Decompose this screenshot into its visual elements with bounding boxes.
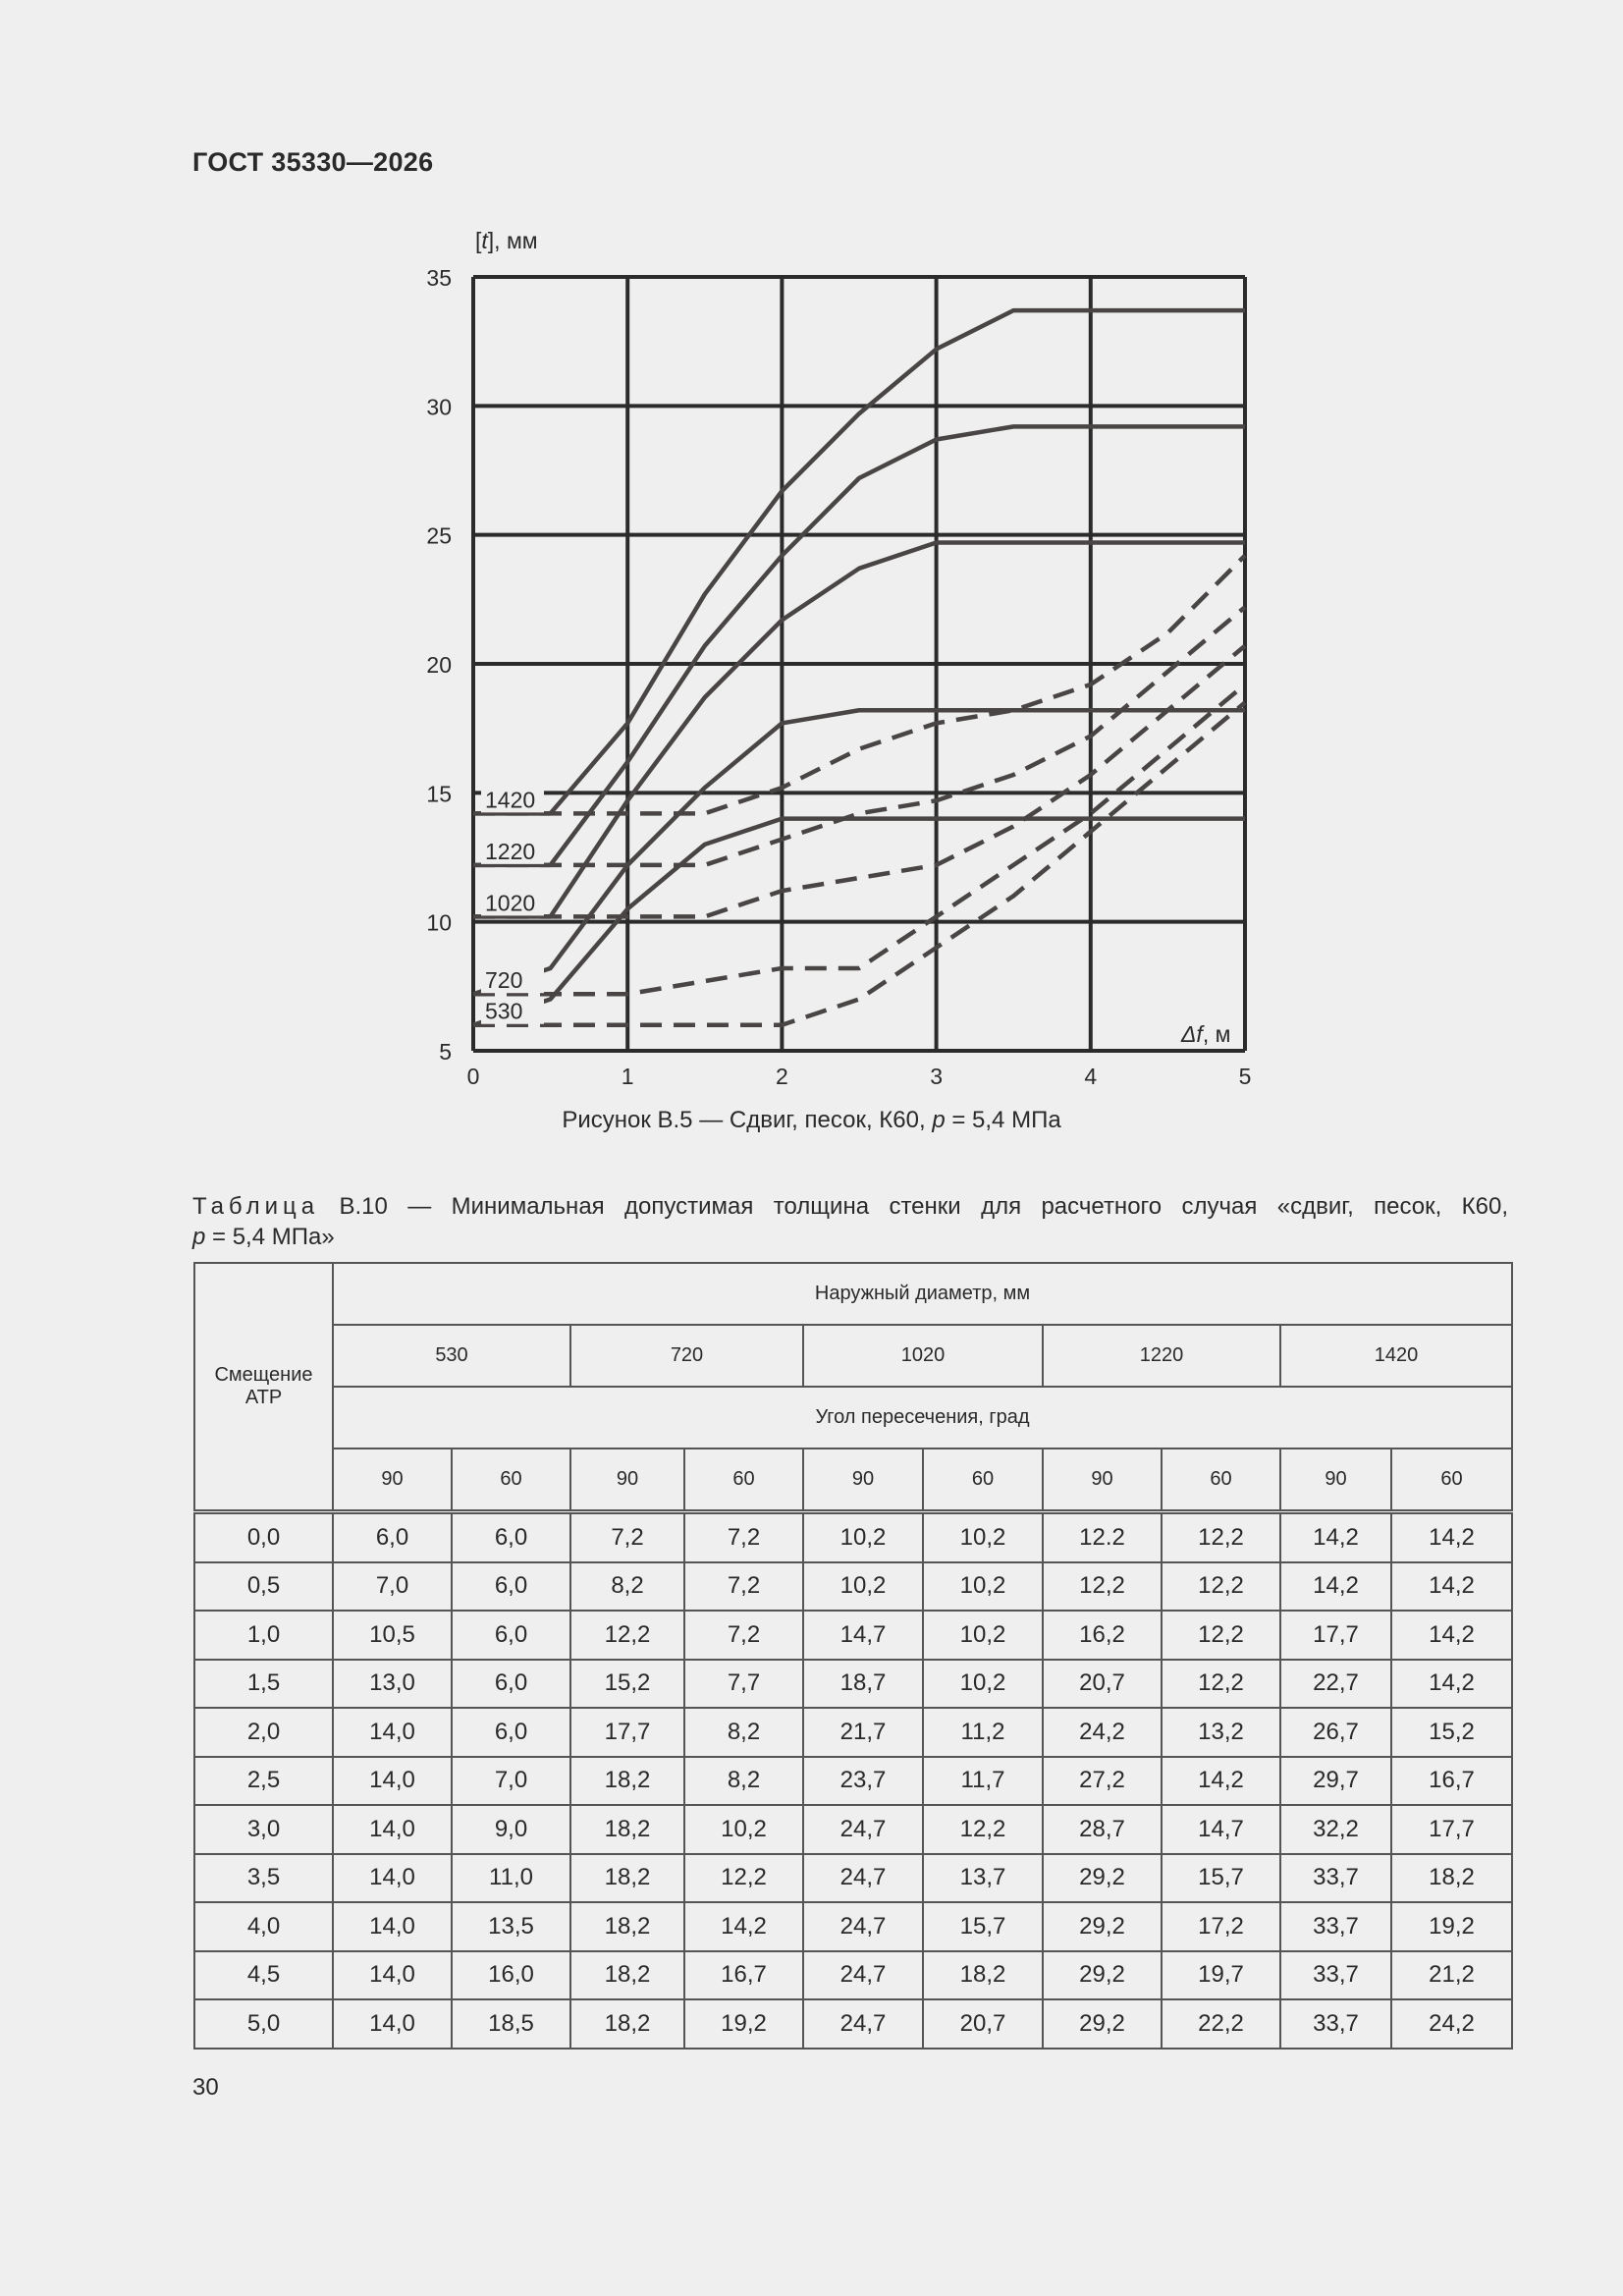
thickness-cell: 29,2 bbox=[1043, 1999, 1162, 2049]
thickness-cell: 11,7 bbox=[923, 1757, 1043, 1806]
thickness-cell: 16,2 bbox=[1043, 1611, 1162, 1660]
thickness-cell: 14,0 bbox=[333, 1854, 452, 1903]
thickness-cell: 18,2 bbox=[570, 1902, 684, 1951]
chart-series bbox=[473, 310, 1245, 1025]
thickness-cell: 7,0 bbox=[333, 1562, 452, 1612]
thickness-cell: 18,2 bbox=[923, 1951, 1043, 2000]
offset-cell: 3,5 bbox=[194, 1854, 333, 1903]
angle-header-cell: 90 bbox=[803, 1449, 923, 1512]
diameter-header: 1220 bbox=[1043, 1325, 1280, 1387]
thickness-cell: 14,0 bbox=[333, 1902, 452, 1951]
chart-grid bbox=[473, 277, 1245, 1051]
y-axis-label-unit: , мм bbox=[494, 228, 538, 253]
angle-header-cell: 90 bbox=[570, 1449, 684, 1512]
table-row bbox=[194, 1512, 1512, 1562]
thickness-cell: 14,0 bbox=[333, 1805, 452, 1854]
thickness-cell: 12,2 bbox=[1162, 1512, 1280, 1562]
thickness-cell: 21,7 bbox=[803, 1708, 923, 1757]
x-tick-label: 5 bbox=[1238, 1064, 1252, 1089]
x-tick-label: 2 bbox=[776, 1064, 788, 1089]
thickness-cell: 24,7 bbox=[803, 1902, 923, 1951]
thickness-cell: 12,2 bbox=[1162, 1562, 1280, 1612]
thickness-chart bbox=[0, 0, 1623, 1110]
thickness-cell: 14,2 bbox=[1162, 1757, 1280, 1806]
thickness-cell: 13,0 bbox=[333, 1660, 452, 1709]
outer-diameter-header: Наружный диаметр, мм bbox=[333, 1263, 1512, 1325]
thickness-cell: 21,2 bbox=[1391, 1951, 1512, 2000]
table-row bbox=[194, 1708, 1512, 1757]
thickness-cell: 24,7 bbox=[803, 1805, 923, 1854]
thickness-cell: 6,0 bbox=[452, 1708, 570, 1757]
offset-cell: 0,0 bbox=[194, 1512, 333, 1562]
thickness-cell: 14,2 bbox=[1391, 1611, 1512, 1660]
thickness-cell: 14,0 bbox=[333, 1951, 452, 2000]
thickness-cell: 33,7 bbox=[1280, 1951, 1391, 2000]
thickness-cell: 8,2 bbox=[684, 1757, 803, 1806]
x-tick-label: 3 bbox=[930, 1064, 943, 1089]
y-tick-label: 25 bbox=[426, 522, 452, 549]
thickness-cell: 12,2 bbox=[923, 1805, 1043, 1854]
thickness-cell: 15,7 bbox=[1162, 1854, 1280, 1903]
thickness-cell: 17,7 bbox=[1391, 1805, 1512, 1854]
angle-header-cell: 90 bbox=[1280, 1449, 1391, 1512]
thickness-cell: 12.2 bbox=[1043, 1512, 1162, 1562]
x-tick-label: 1 bbox=[621, 1064, 634, 1089]
thickness-cell: 22,7 bbox=[1280, 1660, 1391, 1709]
angle-header-cell: 60 bbox=[1391, 1449, 1512, 1512]
y-axis-label-var: t bbox=[481, 228, 488, 253]
row-header-offset: Смещение АТР bbox=[194, 1263, 333, 1512]
thickness-cell: 7,0 bbox=[452, 1757, 570, 1806]
x-axis-label-unit: , м bbox=[1202, 1021, 1231, 1047]
thickness-cell: 18,2 bbox=[570, 1951, 684, 2000]
figure-caption-prefix: Рисунок В.5 — Сдвиг, песок, К60, bbox=[562, 1107, 933, 1133]
angle-header: Угол пересечения, град bbox=[333, 1387, 1512, 1449]
series-line-720-dashed bbox=[473, 684, 1245, 994]
thickness-cell: 7,7 bbox=[684, 1660, 803, 1709]
figure-caption bbox=[0, 1107, 1623, 1134]
thickness-cell: 11,2 bbox=[923, 1708, 1043, 1757]
figure-caption-suffix: = 5,4 МПа bbox=[945, 1107, 1061, 1133]
thickness-cell: 12,2 bbox=[684, 1854, 803, 1903]
offset-cell: 0,5 bbox=[194, 1562, 333, 1612]
thickness-cell: 14,7 bbox=[803, 1611, 923, 1660]
series-line-1420-solid bbox=[473, 310, 1245, 813]
thickness-cell: 13,2 bbox=[1162, 1708, 1280, 1757]
offset-cell: 4,0 bbox=[194, 1902, 333, 1951]
thickness-cell: 17,7 bbox=[1280, 1611, 1391, 1660]
diameter-header-row bbox=[194, 1325, 1512, 1387]
thickness-cell: 26,7 bbox=[1280, 1708, 1391, 1757]
y-tick-label: 15 bbox=[426, 781, 452, 807]
thickness-cell: 14,2 bbox=[1391, 1562, 1512, 1612]
thickness-cell: 33,7 bbox=[1280, 1999, 1391, 2049]
thickness-cell: 17,7 bbox=[570, 1708, 684, 1757]
thickness-cell: 18,7 bbox=[803, 1660, 923, 1709]
thickness-cell: 17,2 bbox=[1162, 1902, 1280, 1951]
series-line-1420-dashed bbox=[473, 556, 1245, 814]
thickness-cell: 15,7 bbox=[923, 1902, 1043, 1951]
thickness-cell: 27,2 bbox=[1043, 1757, 1162, 1806]
thickness-cell: 29,2 bbox=[1043, 1854, 1162, 1903]
thickness-cell: 6,0 bbox=[452, 1660, 570, 1709]
offset-cell: 3,0 bbox=[194, 1805, 333, 1854]
thickness-cell: 19,2 bbox=[684, 1999, 803, 2049]
thickness-cell: 29,2 bbox=[1043, 1951, 1162, 2000]
thickness-cell: 16,7 bbox=[684, 1951, 803, 2000]
diameter-header: 1420 bbox=[1280, 1325, 1512, 1387]
table-caption bbox=[192, 1191, 1508, 1252]
y-tick-label: 20 bbox=[426, 652, 452, 678]
diameter-header: 720 bbox=[570, 1325, 803, 1387]
thickness-cell: 11,0 bbox=[452, 1854, 570, 1903]
thickness-cell: 29,2 bbox=[1043, 1902, 1162, 1951]
angle-header-row bbox=[194, 1449, 1512, 1512]
angle-header-cell: 60 bbox=[923, 1449, 1043, 1512]
thickness-cell: 8,2 bbox=[570, 1562, 684, 1612]
thickness-cell: 6,0 bbox=[333, 1512, 452, 1562]
thickness-cell: 13,5 bbox=[452, 1902, 570, 1951]
thickness-cell: 16,7 bbox=[1391, 1757, 1512, 1806]
thickness-cell: 19,2 bbox=[1391, 1902, 1512, 1951]
thickness-cell: 10,5 bbox=[333, 1611, 452, 1660]
thickness-cell: 18,2 bbox=[570, 1854, 684, 1903]
thickness-cell: 10,2 bbox=[803, 1512, 923, 1562]
x-axis-label-var: Δf bbox=[1181, 1021, 1203, 1047]
page-number: 30 bbox=[192, 2074, 219, 2101]
line-label: 530 bbox=[485, 998, 523, 1024]
thickness-cell: 8,2 bbox=[684, 1708, 803, 1757]
chart-labels bbox=[481, 787, 544, 1023]
angle-header-cell: 90 bbox=[333, 1449, 452, 1512]
thickness-cell: 24,7 bbox=[803, 1951, 923, 2000]
table-caption-text: В.10 — Минимальная допустимая толщина стенки для расчетного случая «сдвиг, песок, К60, bbox=[319, 1193, 1508, 1220]
thickness-cell: 14,2 bbox=[1280, 1562, 1391, 1612]
thickness-cell: 18,2 bbox=[1391, 1854, 1512, 1903]
diameter-header: 1020 bbox=[803, 1325, 1043, 1387]
offset-cell: 2,0 bbox=[194, 1708, 333, 1757]
x-tick-label: 4 bbox=[1084, 1064, 1098, 1089]
thickness-cell: 14,2 bbox=[1391, 1512, 1512, 1562]
thickness-cell: 10,2 bbox=[803, 1562, 923, 1612]
offset-cell: 4,5 bbox=[194, 1951, 333, 2000]
thickness-cell: 33,7 bbox=[1280, 1902, 1391, 1951]
thickness-cell: 10,2 bbox=[923, 1512, 1043, 1562]
thickness-cell: 12,2 bbox=[1043, 1562, 1162, 1612]
thickness-cell: 9,0 bbox=[452, 1805, 570, 1854]
offset-cell: 5,0 bbox=[194, 1999, 333, 2049]
thickness-cell: 24,2 bbox=[1043, 1708, 1162, 1757]
thickness-cell: 12,2 bbox=[1162, 1660, 1280, 1709]
diameter-header: 530 bbox=[333, 1325, 570, 1387]
thickness-cell: 6,0 bbox=[452, 1562, 570, 1612]
thickness-cell: 14,0 bbox=[333, 1757, 452, 1806]
thickness-cell: 24,2 bbox=[1391, 1999, 1512, 2049]
y-tick-label: 10 bbox=[426, 909, 452, 936]
y-tick-label: 5 bbox=[439, 1039, 452, 1065]
y-tick-label: 30 bbox=[426, 394, 452, 420]
thickness-cell: 7,2 bbox=[684, 1512, 803, 1562]
thickness-cell: 6,0 bbox=[452, 1512, 570, 1562]
angle-header-cell: 60 bbox=[684, 1449, 803, 1512]
series-line-1220-solid bbox=[473, 426, 1245, 865]
thickness-cell: 18,2 bbox=[570, 1999, 684, 2049]
thickness-cell: 18,5 bbox=[452, 1999, 570, 2049]
offset-cell: 1,0 bbox=[194, 1611, 333, 1660]
thickness-cell: 18,2 bbox=[570, 1805, 684, 1854]
thickness-cell: 14,2 bbox=[1280, 1512, 1391, 1562]
table-caption-word: Таблица bbox=[192, 1193, 320, 1220]
table-caption-var: p bbox=[192, 1224, 206, 1250]
thickness-cell: 7,2 bbox=[570, 1512, 684, 1562]
thickness-cell: 6,0 bbox=[452, 1611, 570, 1660]
table-body bbox=[194, 1512, 1512, 2049]
thickness-cell: 19,7 bbox=[1162, 1951, 1280, 2000]
thickness-cell: 24,7 bbox=[803, 1999, 923, 2049]
line-label: 1020 bbox=[485, 890, 536, 916]
thickness-cell: 14,2 bbox=[1391, 1660, 1512, 1709]
y-tick-label: 35 bbox=[426, 265, 452, 291]
thickness-cell: 24,7 bbox=[803, 1854, 923, 1903]
line-label: 1420 bbox=[485, 787, 536, 813]
thickness-cell: 10,2 bbox=[923, 1562, 1043, 1612]
thickness-cell: 13,7 bbox=[923, 1854, 1043, 1903]
table-row bbox=[194, 1854, 1512, 1903]
thickness-cell: 16,0 bbox=[452, 1951, 570, 2000]
thickness-cell: 10,2 bbox=[923, 1611, 1043, 1660]
y-axis-label: [t], мм bbox=[475, 228, 538, 253]
x-axis-label bbox=[1180, 1021, 1230, 1047]
thickness-cell: 14,0 bbox=[333, 1999, 452, 2049]
offset-cell: 2,5 bbox=[194, 1757, 333, 1806]
table-row bbox=[194, 1611, 1512, 1660]
thickness-cell: 10,2 bbox=[684, 1805, 803, 1854]
angle-header-cell: 60 bbox=[1162, 1449, 1280, 1512]
table-caption-rest: = 5,4 МПа» bbox=[205, 1224, 335, 1250]
thickness-cell: 15,2 bbox=[1391, 1708, 1512, 1757]
thickness-cell: 10,2 bbox=[923, 1660, 1043, 1709]
series-line-1220-dashed bbox=[473, 607, 1245, 865]
angle-header-cell: 60 bbox=[452, 1449, 570, 1512]
table-row bbox=[194, 1757, 1512, 1806]
figure-caption-param: p bbox=[932, 1107, 946, 1133]
thickness-cell: 14,2 bbox=[684, 1902, 803, 1951]
series-line-1020-solid bbox=[473, 543, 1245, 917]
table-row bbox=[194, 1999, 1512, 2049]
offset-cell: 1,5 bbox=[194, 1660, 333, 1709]
table-row bbox=[194, 1951, 1512, 2000]
table-row bbox=[194, 1805, 1512, 1854]
thickness-cell: 32,2 bbox=[1280, 1805, 1391, 1854]
thickness-cell: 22,2 bbox=[1162, 1999, 1280, 2049]
table-row bbox=[194, 1902, 1512, 1951]
thickness-table bbox=[193, 1262, 1513, 2050]
angle-header-cell: 90 bbox=[1043, 1449, 1162, 1512]
thickness-cell: 18,2 bbox=[570, 1757, 684, 1806]
thickness-cell: 12,2 bbox=[1162, 1611, 1280, 1660]
line-label: 720 bbox=[485, 967, 523, 994]
line-label: 1220 bbox=[485, 838, 536, 864]
document-code: ГОСТ 35330—2026 bbox=[192, 147, 434, 177]
thickness-cell: 23,7 bbox=[803, 1757, 923, 1806]
thickness-cell: 7,2 bbox=[684, 1611, 803, 1660]
thickness-cell: 20,7 bbox=[923, 1999, 1043, 2049]
x-tick-label: 0 bbox=[466, 1064, 480, 1089]
thickness-cell: 28,7 bbox=[1043, 1805, 1162, 1854]
thickness-cell: 14,7 bbox=[1162, 1805, 1280, 1854]
thickness-cell: 12,2 bbox=[570, 1611, 684, 1660]
table-row bbox=[194, 1660, 1512, 1709]
thickness-cell: 29,7 bbox=[1280, 1757, 1391, 1806]
thickness-cell: 7,2 bbox=[684, 1562, 803, 1612]
thickness-cell: 20,7 bbox=[1043, 1660, 1162, 1709]
thickness-cell: 15,2 bbox=[570, 1660, 684, 1709]
table-row bbox=[194, 1562, 1512, 1612]
thickness-cell: 14,0 bbox=[333, 1708, 452, 1757]
thickness-cell: 33,7 bbox=[1280, 1854, 1391, 1903]
